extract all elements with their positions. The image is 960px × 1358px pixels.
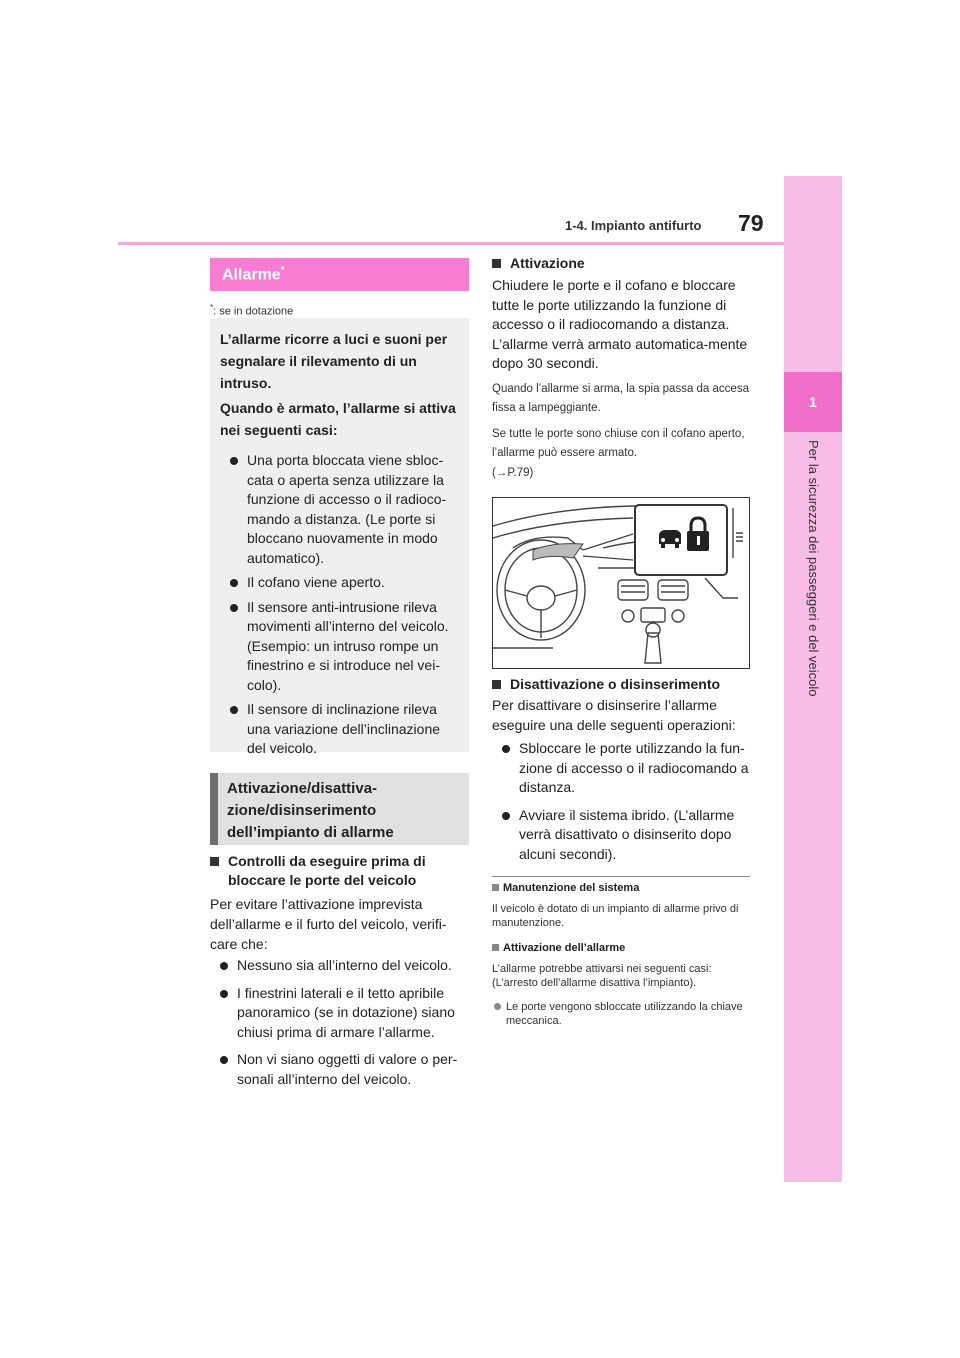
activation-note: Se tutte le porte sono chiuse con il cofano aperto, l’allarme può essere armato. bbox=[492, 428, 745, 459]
heading-text: Manutenzione del sistema bbox=[503, 882, 640, 894]
maintenance-text: Il veicolo è dotato di un impianto di allarme privo di manutenzione. bbox=[492, 903, 739, 929]
heading-text: Controlli da eseguire prima di bloccare le porte del veicolo bbox=[228, 853, 426, 888]
heading-footnote-mark: * bbox=[280, 265, 285, 276]
list-item: Una porta bloccata viene sbloc-cata o aperta senza utilizzare la funzione di accesso o il radioco-mando a distanza. (Le porte si bloccano nuovamente in modo automatico). bbox=[220, 451, 457, 568]
page-number: 79 bbox=[738, 210, 764, 236]
footnote-mark: * bbox=[210, 303, 214, 312]
footnote-text: : se in dotazione bbox=[213, 305, 294, 318]
checks-intro: Per evitare l’attivazione imprevista dell’allarme e il furto del veicolo, verifi-care che: bbox=[210, 896, 447, 952]
chapter-label: Per la sicurezza dei passeggeri e del veicolo bbox=[806, 440, 821, 697]
intro-paragraph: L’allarme ricorre a luci e suoni per segnalare il rilevamento di un intruso. bbox=[220, 331, 448, 391]
heading-text: Allarme bbox=[222, 266, 281, 284]
chapter-number: 1 bbox=[784, 372, 842, 432]
list-item: Il sensore di inclinazione rileva una variazione dell’inclinazione del veicolo. bbox=[220, 700, 457, 759]
notes-divider bbox=[492, 876, 750, 877]
page-reference: (→P.79) bbox=[492, 467, 534, 479]
summary-box bbox=[210, 318, 469, 756]
subsection-heading: Attivazione/disattiva-zione/disinserimento dell’impianto di allarme bbox=[210, 773, 469, 845]
deactivation-text: Per disattivare o disinserire l’allarme eseguire una delle seguenti operazioni: bbox=[492, 697, 736, 733]
list-item: Sbloccare le porte utilizzando la fun-zione di accesso o il radiocomando a distanza. bbox=[492, 739, 750, 798]
checks-list bbox=[210, 956, 469, 1097]
list-item: Il sensore anti-intrusione rileva movimenti all’interno del veicolo. (Esempio: un intruso rompe un finestrino e si introduce nel vei-colo). bbox=[220, 598, 457, 696]
section-title: 1-4. Impianto antifurto bbox=[565, 218, 702, 233]
activation-heading bbox=[492, 254, 750, 273]
header-divider bbox=[118, 242, 784, 245]
square-bullet-icon bbox=[492, 944, 499, 951]
square-bullet-icon bbox=[492, 884, 499, 891]
bullet-dot-icon bbox=[494, 1003, 501, 1010]
square-bullet-icon bbox=[492, 259, 501, 268]
section-heading-allarme bbox=[210, 258, 469, 291]
alarm-activation-heading bbox=[492, 942, 625, 954]
deactivation-heading bbox=[492, 675, 750, 694]
heading-text: Attivazione bbox=[510, 255, 585, 271]
dashboard-drawing bbox=[493, 498, 750, 669]
footnote bbox=[210, 303, 293, 318]
heading-text: Disattivazione o disinserimento bbox=[510, 676, 721, 692]
activation-note: Quando l’allarme si arma, la spia passa da accesa fissa a lampeggiante. bbox=[492, 383, 749, 414]
checks-heading bbox=[210, 852, 469, 890]
square-bullet-icon bbox=[210, 857, 219, 866]
list-item: Il cofano viene aperto. bbox=[220, 573, 457, 593]
dashboard-illustration bbox=[492, 497, 750, 669]
list-item: Nessuno sia all’interno del veicolo. bbox=[210, 956, 469, 976]
list-item: Avviare il sistema ibrido. (L’allarme verrà disattivato o disinserito dopo alcuni secondi). bbox=[492, 806, 750, 865]
alarm-activation-text: L’allarme potrebbe attivarsi nei seguenti casi: (L’arresto dell’allarme disattiva l’impianto). bbox=[492, 963, 712, 989]
alarm-activation-item: Le porte vengono sbloccate utilizzando la chiave meccanica. bbox=[506, 1001, 743, 1027]
alarm-cases-list bbox=[220, 451, 457, 759]
deactivation-list bbox=[492, 739, 750, 872]
activation-text: Chiudere le porte e il cofano e bloccare tutte le porte utilizzando la funzione di accesso o il radiocomando a distanza. L’allarme verrà armato automatica-mente dopo 30 secondi. bbox=[492, 277, 748, 371]
intro-paragraph: Quando è armato, l’allarme si attiva nei seguenti casi: bbox=[220, 400, 456, 438]
list-item: I finestrini laterali e il tetto apribile panoramico (se in dotazione) siano chiusi prima di armare l’allarme. bbox=[210, 984, 469, 1043]
list-item: Non vi siano oggetti di valore o per-sonali all’interno del veicolo. bbox=[210, 1050, 469, 1089]
summary-intro bbox=[220, 328, 457, 441]
maintenance-heading bbox=[492, 882, 639, 894]
heading-text: Attivazione dell’allarme bbox=[503, 942, 626, 954]
square-bullet-icon bbox=[492, 680, 501, 689]
